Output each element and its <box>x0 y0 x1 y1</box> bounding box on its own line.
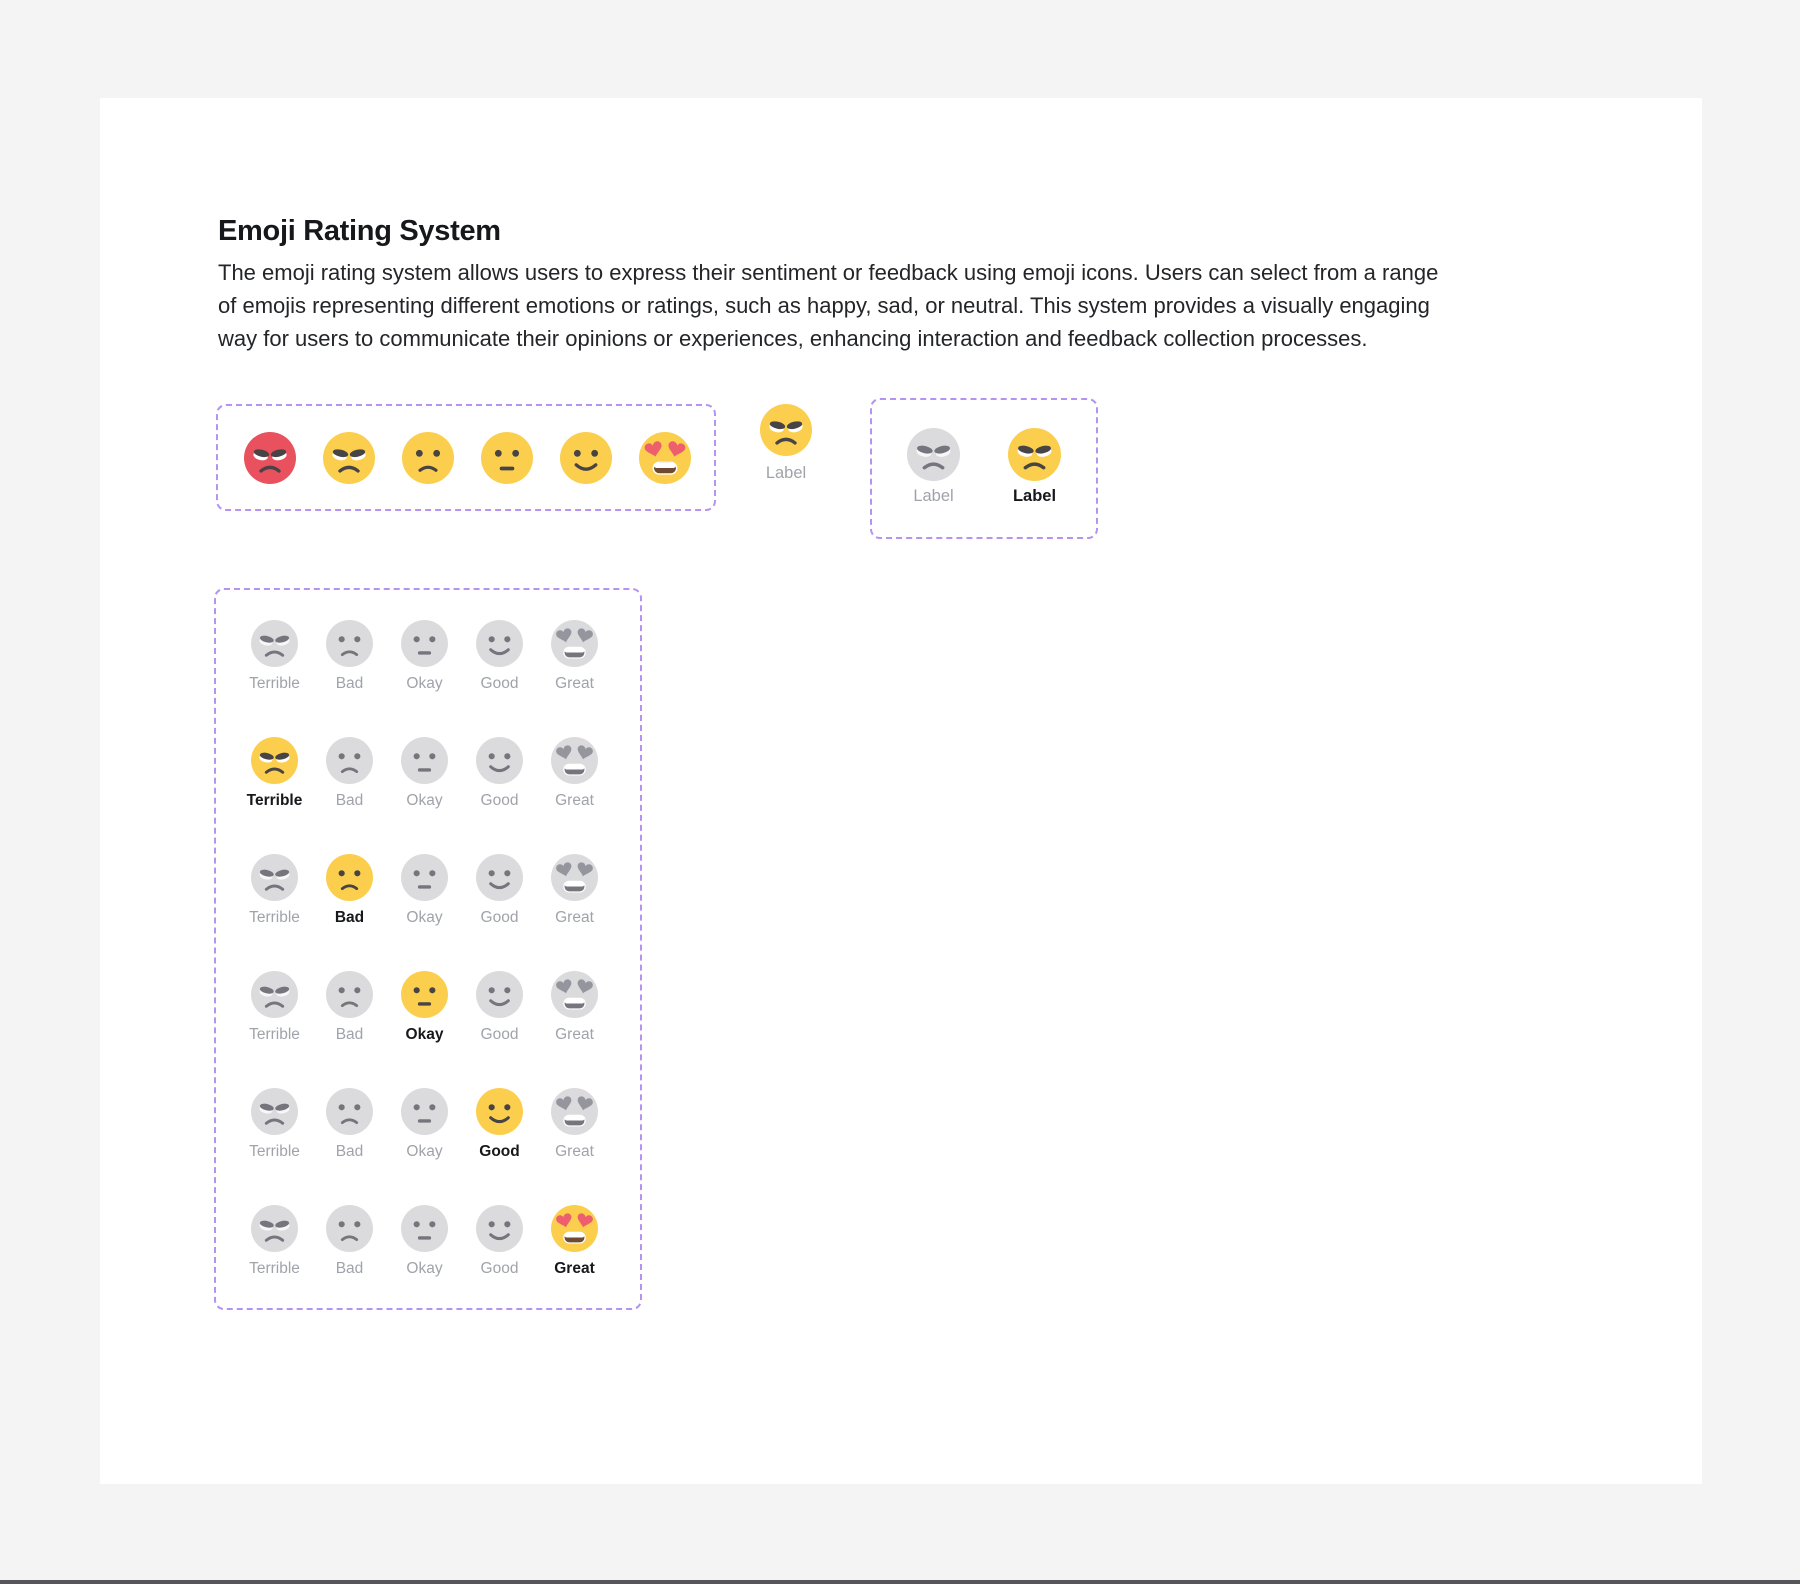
sad-face-icon <box>326 1205 373 1252</box>
good-emoji <box>476 737 523 784</box>
smile-face-icon <box>476 971 523 1018</box>
smile-face-icon <box>476 1088 523 1135</box>
great-emoji <box>551 1088 598 1135</box>
angry-emoji <box>1008 428 1061 481</box>
rating-option-label: Okay <box>406 792 443 809</box>
rating-grid-box <box>214 588 642 1310</box>
rating-option-label: Good <box>479 1143 520 1160</box>
great-emoji <box>551 737 598 784</box>
rating-option-terrible[interactable] <box>237 1205 312 1322</box>
smile-face-icon <box>476 620 523 667</box>
rating-option-good[interactable] <box>462 854 537 971</box>
rating-row-4 <box>237 1088 640 1205</box>
page-description <box>218 256 1438 355</box>
emoji-label: Label <box>765 464 807 482</box>
bad-emoji <box>326 854 373 901</box>
content-card <box>100 98 1702 1484</box>
heart-face-icon <box>551 854 598 901</box>
rating-option-label: Okay <box>405 1026 444 1043</box>
sad-face-icon <box>326 620 373 667</box>
angry-face-icon <box>251 971 298 1018</box>
neutral-face-icon <box>401 1088 448 1135</box>
good-emoji <box>476 854 523 901</box>
heart-face-icon <box>639 432 691 484</box>
rating-option-bad[interactable] <box>312 854 387 971</box>
sad-face-icon <box>326 971 373 1018</box>
heart-face-icon <box>551 1205 598 1252</box>
terrible-emoji <box>251 620 298 667</box>
angry-face-icon <box>1008 428 1061 481</box>
bad-emoji <box>326 1205 373 1252</box>
emoji-label: Label <box>1012 487 1057 505</box>
rating-option-great[interactable] <box>537 971 612 1088</box>
rating-option-bad[interactable] <box>312 1088 387 1205</box>
rating-option-label: Terrible <box>249 1143 300 1160</box>
angry-face-icon <box>251 1205 298 1252</box>
rating-option-label: Good <box>480 1026 519 1043</box>
bad-emoji <box>326 971 373 1018</box>
neutral-face-icon <box>401 971 448 1018</box>
rating-option-label: Terrible <box>249 1260 300 1277</box>
rating-option-okay[interactable] <box>387 971 462 1088</box>
emoji-label: Label <box>913 487 954 505</box>
angry-emoji <box>907 428 960 481</box>
rating-option-label: Bad <box>335 675 364 692</box>
rating-row-1 <box>237 737 640 854</box>
rating-option-label: Okay <box>406 1260 443 1277</box>
angry-face-icon <box>251 737 298 784</box>
rating-option-good[interactable] <box>462 971 537 1088</box>
heart-face-icon <box>551 971 598 1018</box>
okay-emoji <box>401 854 448 901</box>
rating-option-terrible[interactable] <box>237 737 312 854</box>
rating-option-great[interactable] <box>537 1205 612 1322</box>
happy-emoji[interactable] <box>560 432 612 484</box>
terrible-emoji <box>251 1088 298 1135</box>
rating-option-good[interactable] <box>462 1205 537 1322</box>
rating-option-bad[interactable] <box>312 737 387 854</box>
rating-option-label: Bad <box>335 792 364 809</box>
terrible-emoji <box>251 1205 298 1252</box>
rating-option-label: Bad <box>335 1143 364 1160</box>
neutral-face-icon <box>401 620 448 667</box>
rating-option-okay[interactable] <box>387 620 462 737</box>
rating-row-5 <box>237 1205 640 1322</box>
rating-row-0 <box>237 620 640 737</box>
rating-option-label: Okay <box>406 675 443 692</box>
rating-option-great[interactable] <box>537 1088 612 1205</box>
good-emoji <box>476 620 523 667</box>
great-emoji <box>551 971 598 1018</box>
smile-face-icon <box>476 1205 523 1252</box>
angry-face-icon <box>907 428 960 481</box>
neutral-face-icon <box>481 432 533 484</box>
heart-face-icon <box>551 620 598 667</box>
description-line: way for users to communicate their opinions or experiences, enhancing interaction and feedback collection processes. <box>218 326 1368 351</box>
rating-option-label: Bad <box>334 909 365 926</box>
pair-item-unselected[interactable] <box>907 428 960 537</box>
angry-face-icon <box>251 1088 298 1135</box>
smile-face-icon <box>560 432 612 484</box>
great-emoji <box>551 1205 598 1252</box>
rating-option-label: Good <box>480 909 519 926</box>
rating-row-3 <box>237 971 640 1088</box>
bad-emoji <box>326 1088 373 1135</box>
rating-option-label: Bad <box>335 1260 364 1277</box>
bad-emoji <box>326 620 373 667</box>
rating-option-label: Great <box>555 792 594 809</box>
rating-option-label: Good <box>480 675 519 692</box>
page-title: Emoji Rating System <box>218 215 501 247</box>
angry-emoji[interactable] <box>760 404 812 456</box>
angry-emoji[interactable] <box>323 432 375 484</box>
rating-option-good[interactable] <box>462 620 537 737</box>
emoji-strip-box <box>216 404 716 511</box>
terrible-emoji <box>251 971 298 1018</box>
sad-face-icon <box>326 737 373 784</box>
rating-option-good[interactable] <box>462 737 537 854</box>
sad-face-icon <box>402 432 454 484</box>
rating-option-label: Great <box>555 1143 594 1160</box>
angry-face-icon <box>760 404 812 456</box>
angry-face-icon <box>244 432 296 484</box>
rating-option-great[interactable] <box>537 737 612 854</box>
smile-face-icon <box>476 737 523 784</box>
okay-emoji <box>401 737 448 784</box>
terrible-emoji <box>251 854 298 901</box>
good-emoji <box>476 1205 523 1252</box>
rating-option-terrible[interactable] <box>237 854 312 971</box>
rating-option-label: Bad <box>335 1026 364 1043</box>
heart-face-icon <box>551 1088 598 1135</box>
smile-face-icon <box>476 854 523 901</box>
description-line: The emoji rating system allows users to express their sentiment or feedback using emoji icons. Users can select from a range <box>218 260 1439 285</box>
rating-option-bad[interactable] <box>312 620 387 737</box>
great-emoji <box>551 620 598 667</box>
window-bottom-edge <box>0 1580 1800 1584</box>
single-emoji-demo <box>726 404 846 483</box>
rating-option-label: Terrible <box>249 1026 300 1043</box>
rating-option-good[interactable] <box>462 1088 537 1205</box>
angry-face-icon <box>251 854 298 901</box>
rating-option-great[interactable] <box>537 620 612 737</box>
love-emoji[interactable] <box>639 432 691 484</box>
rating-option-label: Good <box>480 792 519 809</box>
sad-emoji[interactable] <box>402 432 454 484</box>
good-emoji <box>476 1088 523 1135</box>
sad-face-icon <box>326 854 373 901</box>
bad-emoji <box>326 737 373 784</box>
rating-option-okay[interactable] <box>387 737 462 854</box>
very-angry-emoji[interactable] <box>244 432 296 484</box>
okay-emoji <box>401 1205 448 1252</box>
rating-row-2 <box>237 854 640 971</box>
rating-option-label: Great <box>555 675 594 692</box>
neutral-emoji[interactable] <box>481 432 533 484</box>
rating-option-bad[interactable] <box>312 971 387 1088</box>
neutral-face-icon <box>401 737 448 784</box>
rating-option-terrible[interactable] <box>237 971 312 1088</box>
rating-option-label: Terrible <box>249 675 300 692</box>
rating-option-label: Terrible <box>249 909 300 926</box>
okay-emoji <box>401 971 448 1018</box>
okay-emoji <box>401 1088 448 1135</box>
rating-option-label: Great <box>555 1026 594 1043</box>
description-line: of emojis representing different emotions or ratings, such as happy, sad, or neutral. This system provides a visually engaging <box>218 293 1430 318</box>
terrible-emoji <box>251 737 298 784</box>
rating-option-label: Okay <box>406 909 443 926</box>
rating-option-okay[interactable] <box>387 1088 462 1205</box>
neutral-face-icon <box>401 854 448 901</box>
rating-option-bad[interactable] <box>312 1205 387 1322</box>
neutral-face-icon <box>401 1205 448 1252</box>
rating-option-great[interactable] <box>537 854 612 971</box>
rating-option-label: Okay <box>406 1143 443 1160</box>
angry-face-icon <box>251 620 298 667</box>
sad-face-icon <box>326 1088 373 1135</box>
rating-option-terrible[interactable] <box>237 1088 312 1205</box>
good-emoji <box>476 971 523 1018</box>
rating-option-label: Terrible <box>246 792 303 809</box>
rating-option-okay[interactable] <box>387 1205 462 1322</box>
heart-face-icon <box>551 737 598 784</box>
emoji-pair-box <box>870 398 1098 539</box>
rating-option-label: Great <box>554 1260 595 1277</box>
great-emoji <box>551 854 598 901</box>
angry-face-icon <box>323 432 375 484</box>
pair-item-selected[interactable] <box>1008 428 1061 537</box>
okay-emoji <box>401 620 448 667</box>
rating-option-terrible[interactable] <box>237 620 312 737</box>
rating-option-label: Great <box>555 909 594 926</box>
rating-option-okay[interactable] <box>387 854 462 971</box>
rating-option-label: Good <box>480 1260 519 1277</box>
